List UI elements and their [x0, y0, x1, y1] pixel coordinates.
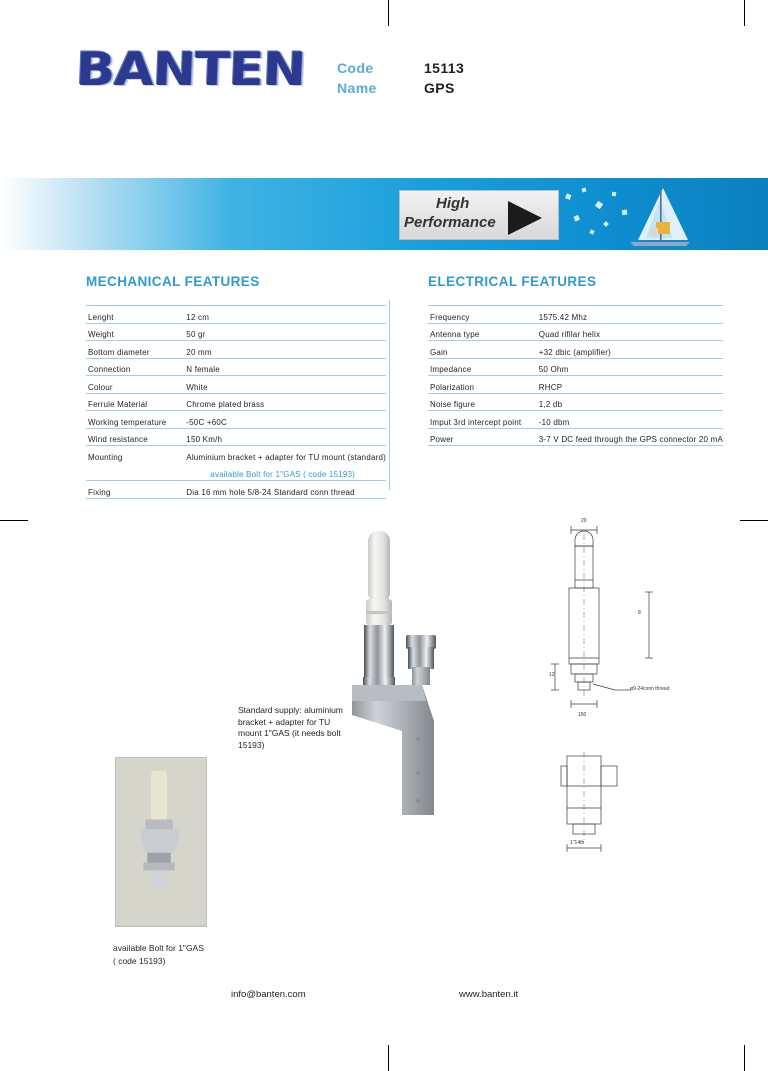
- page-header: [0, 0, 768, 150]
- sailboat-graphic: [560, 182, 690, 248]
- table-row: [428, 376, 723, 394]
- banten-logo: [76, 40, 316, 100]
- dim-base-height: 12: [549, 672, 555, 678]
- spec-value: 1,2 db: [539, 393, 723, 411]
- spec-value: RHCP: [539, 376, 723, 394]
- table-row: [86, 411, 386, 429]
- spec-value: Aluminium bracket + adapter for TU mount (standard): [186, 453, 386, 462]
- bolt-caption: [113, 942, 204, 968]
- spec-key: Fixing: [86, 481, 186, 499]
- dim-bottom-note: 1"14th: [570, 840, 585, 846]
- product-photo-bolt: [115, 757, 207, 927]
- dim-body-height: 8: [638, 610, 641, 616]
- bolt-caption-line1: available Bolt for 1"GAS: [113, 943, 204, 953]
- electrical-features-title: ELECTRICAL FEATURES: [428, 274, 597, 289]
- spec-key: Noise figure: [428, 393, 539, 411]
- spec-value: 150 Km/h: [186, 428, 386, 446]
- spec-value: Dia 16 mm hole 5/8-24 Standard conn thread: [186, 481, 386, 499]
- high-performance-badge: [399, 190, 559, 240]
- crop-rule-left: [0, 520, 28, 521]
- spec-key: Gain: [428, 341, 539, 359]
- arrow-icon: [508, 201, 542, 235]
- mechanical-features-title: MECHANICAL FEATURES: [86, 274, 260, 289]
- standard-supply-caption: Standard supply: aluminium bracket + adapter for TU mount 1"GAS (it needs bolt 15193): [238, 705, 343, 750]
- spec-value: +32 dbic (amplifier): [539, 341, 723, 359]
- name-label: Name: [337, 80, 377, 96]
- spec-value-note: available Bolt for 1"GAS ( code 15193): [186, 463, 386, 481]
- table-row: [86, 376, 386, 394]
- spec-key: Imput 3rd intercept point: [428, 411, 539, 429]
- spec-value: 1575.42 Mhz: [539, 306, 723, 324]
- table-row: [86, 428, 386, 446]
- dim-thread-note: ø9-24conn thread: [630, 686, 670, 692]
- spec-key: Impedance: [428, 358, 539, 376]
- table-row: [428, 323, 723, 341]
- spec-key: Wind resistance: [86, 428, 186, 446]
- spec-value: N female: [186, 358, 386, 376]
- product-photo-antenna: [330, 525, 470, 825]
- spec-key: Connection: [86, 358, 186, 376]
- table-row: [86, 393, 386, 411]
- table-row: [428, 428, 723, 446]
- table-row: [428, 411, 723, 429]
- spec-key: Colour: [86, 376, 186, 394]
- spec-key: Lenght: [86, 306, 186, 324]
- footer-email[interactable]: info@banten.com: [231, 989, 306, 1000]
- spec-value: 20 mm: [186, 341, 386, 359]
- footer-website[interactable]: www.banten.it: [459, 989, 519, 1000]
- name-value: GPS: [424, 80, 455, 96]
- spec-key: Working temperature: [86, 411, 186, 429]
- spec-value: 3-7 V DC feed through the GPS connector 20 mA: [539, 428, 723, 446]
- spec-value: 12 cm: [186, 306, 386, 324]
- crop-rule-right: [740, 520, 768, 521]
- spec-value: White: [186, 376, 386, 394]
- dim-top-width: 20: [581, 518, 587, 524]
- spec-key: Weight: [86, 323, 186, 341]
- badge-high-label: High: [436, 195, 470, 212]
- spec-key: Antenna type: [428, 323, 539, 341]
- badge-performance-label: Performance: [404, 214, 496, 231]
- table-row: [86, 463, 386, 481]
- electrical-features-table: [428, 305, 723, 446]
- table-row: [86, 446, 386, 464]
- code-label: Code: [337, 60, 374, 76]
- spec-key: Ferrule Material: [86, 393, 186, 411]
- logo-text: BANTEN: [74, 42, 307, 96]
- spec-value: 50 Ohm: [539, 358, 723, 376]
- bolt-caption-line2: ( code 15193): [113, 956, 166, 966]
- spec-value: -10 dbm: [539, 411, 723, 429]
- spec-value: Chrome plated brass: [186, 393, 386, 411]
- technical-drawing-side-view: [545, 518, 725, 733]
- table-row: [428, 358, 723, 376]
- crop-mark: [388, 1045, 389, 1071]
- spec-key: Power: [428, 428, 539, 446]
- mechanical-features-table: [86, 305, 386, 499]
- table-row: [86, 341, 386, 359]
- table-row: [428, 306, 723, 324]
- spec-key: Mounting: [88, 453, 123, 462]
- table-row: [86, 481, 386, 499]
- spec-value: -50C +60C: [186, 411, 386, 429]
- table-row: [86, 306, 386, 324]
- spec-value: 50 gr: [186, 323, 386, 341]
- table-row: [428, 393, 723, 411]
- code-value: 15113: [424, 60, 465, 76]
- table-row: [428, 341, 723, 359]
- spec-key: Bottom diameter: [86, 341, 186, 359]
- column-divider: [389, 300, 390, 490]
- spec-key: Polarization: [428, 376, 539, 394]
- table-row: [86, 358, 386, 376]
- spec-value: Quad rifilar helix: [539, 323, 723, 341]
- table-row: [86, 323, 386, 341]
- dim-base-width: 150: [578, 712, 587, 718]
- crop-mark: [744, 1045, 745, 1071]
- spec-key: Frequency: [428, 306, 539, 324]
- spec-key: [86, 463, 186, 481]
